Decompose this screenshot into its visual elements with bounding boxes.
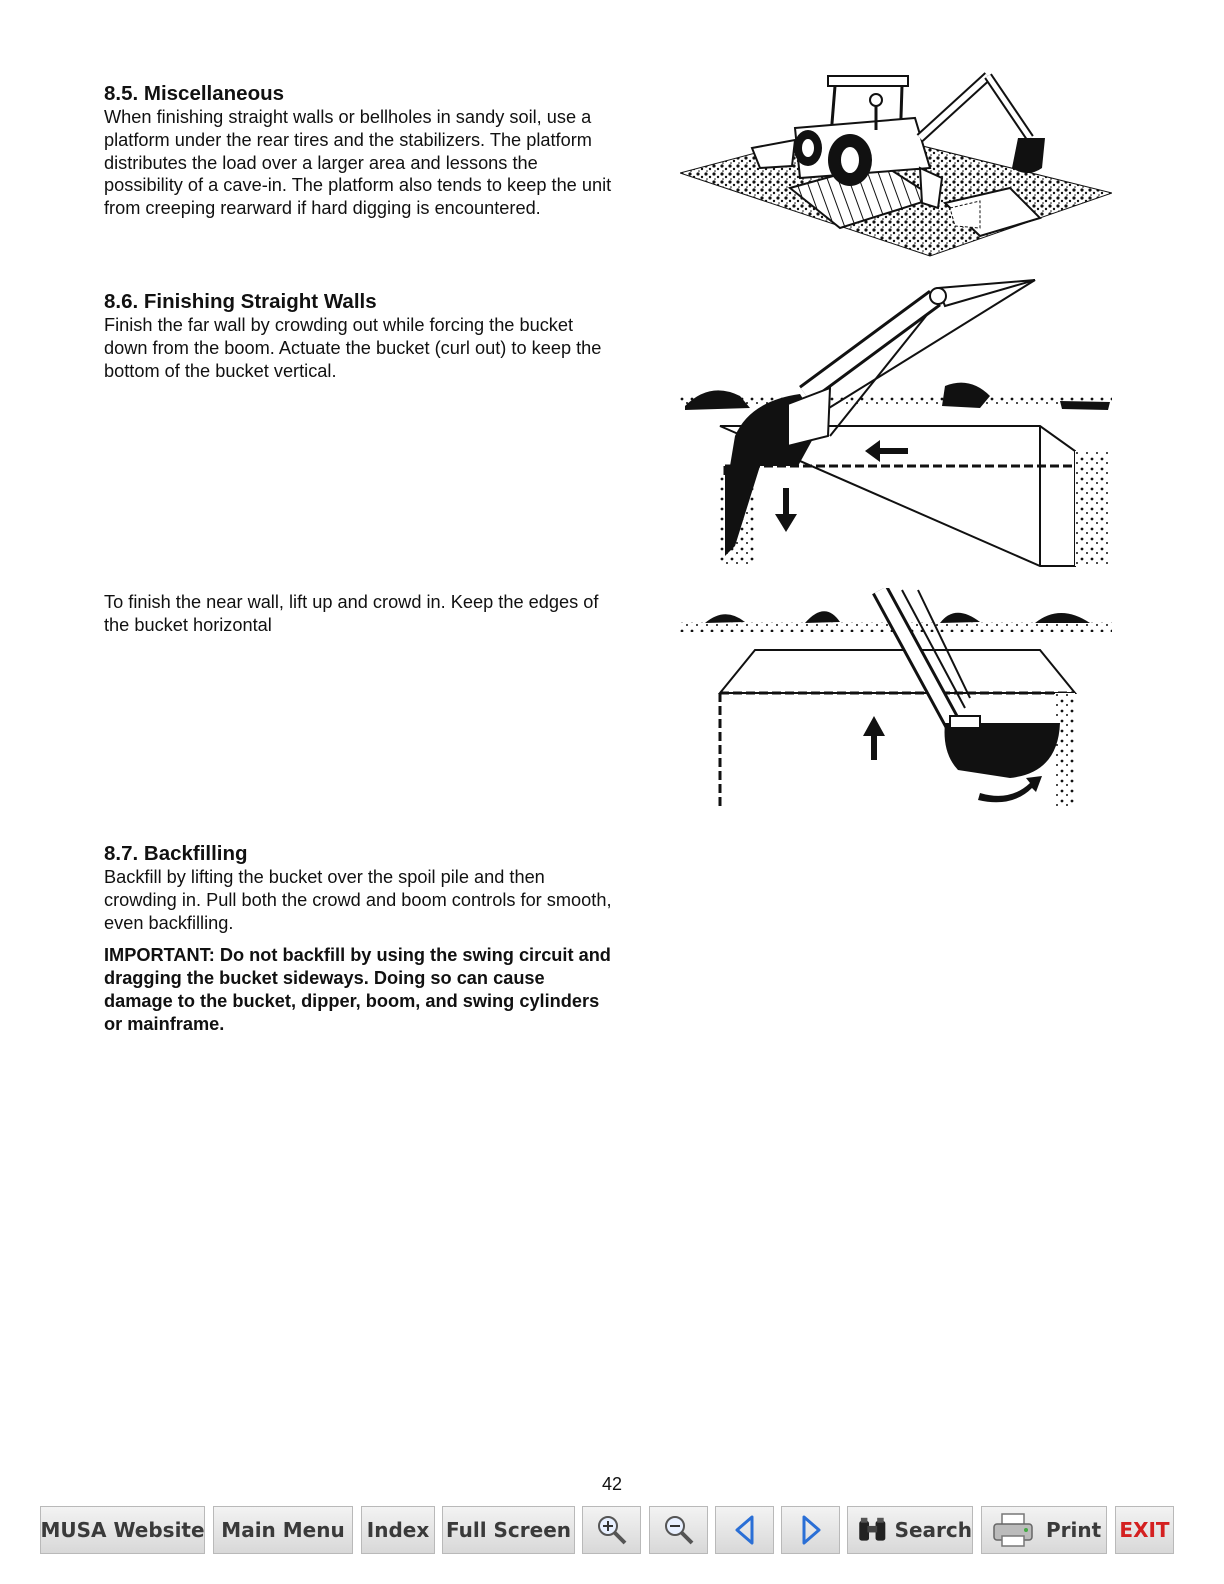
backhoe-platform-illustration [680,68,1112,258]
text-line: or mainframe. [104,1013,225,1034]
button-label: Search [894,1518,972,1542]
text-line: bottom of the bucket vertical. [104,360,337,381]
section-heading: 8.6. Finishing Straight Walls [104,290,377,313]
zoom-out-icon [662,1513,696,1547]
text-line: crowding in. Pull both the crowd and boom controls for smooth, [104,889,612,910]
far-wall-bucket-illustration [680,276,1112,570]
text-line: down from the boom. Actuate the bucket (curl out) to keep the [104,337,602,358]
text-line: Finish the far wall by crowding out while forcing the bucket [104,315,574,335]
text-line: Backfill by lifting the bucket over the spoil pile and then [104,867,545,887]
section-body [104,866,669,934]
section-body [104,314,669,382]
button-label: EXIT [1119,1518,1170,1542]
button-label: MUSA Website [40,1518,205,1542]
previous-page-icon [732,1514,758,1546]
text-line: from creeping rearward if hard digging is encountered. [104,198,541,219]
section-heading: 8.5. Miscellaneous [104,82,285,105]
text-line: distributes the load over a larger area and lessons the [104,152,538,173]
section-body [104,106,669,220]
zoom-in-icon [595,1513,629,1547]
printer-icon [990,1512,1036,1548]
near-wall-bucket-illustration [680,588,1112,810]
section-finishing-walls [104,290,669,382]
text-line: even backfilling. [104,912,234,933]
text-line: dragging the bucket sideways. Doing so can cause [104,968,545,989]
binoculars-icon [856,1513,889,1547]
button-label: Main Menu [221,1518,345,1542]
section-heading: 8.7. Backfilling [104,842,248,865]
important-note [104,944,669,1035]
text-line: platform under the rear tires and the stabilizers. The platform [104,129,592,150]
button-label: Print [1046,1518,1102,1542]
near-wall-text [104,591,669,637]
main-menu-button[interactable] [213,1506,353,1554]
text-line: When finishing straight walls or bellholes in sandy soil, use a [104,107,592,127]
full-screen-button[interactable] [442,1506,575,1554]
section-backfilling [104,842,669,1036]
zoom-out-button[interactable] [649,1506,708,1554]
next-page-icon [798,1514,824,1546]
button-label: Full Screen [445,1518,572,1542]
text-line: damage to the bucket, dipper, boom, and swing cylinders [104,990,600,1011]
text-line: the bucket horizontal [104,614,272,635]
zoom-in-button[interactable] [582,1506,641,1554]
text-line: possibility of a cave-in. The platform also tends to keep the unit [104,175,612,196]
section-miscellaneous [104,82,669,220]
next-page-button[interactable] [781,1506,840,1554]
musa-website-button[interactable] [40,1506,205,1554]
page-number: 42 [601,1474,623,1494]
previous-page-button[interactable] [715,1506,774,1554]
print-button[interactable] [981,1506,1107,1554]
text-line: IMPORTANT: Do not backfill by using the swing circuit and [104,945,611,966]
search-button[interactable] [847,1506,973,1554]
exit-button[interactable] [1115,1506,1174,1554]
button-label: Index [366,1518,430,1542]
index-button[interactable] [361,1506,435,1554]
text-line: To finish the near wall, lift up and crowd in. Keep the edges of [104,592,599,612]
